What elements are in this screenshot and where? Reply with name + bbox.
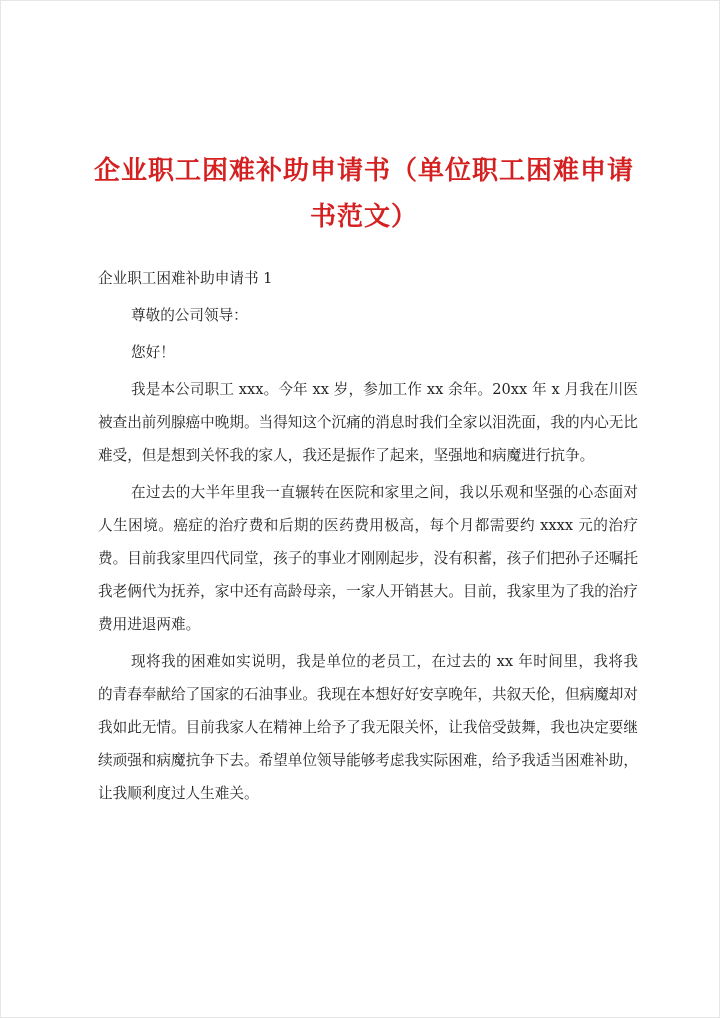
paragraph-1: 我是本公司职工 xxx。今年 xx 岁，参加工作 xx 余年。20xx 年 x 月我在川医被查出前列腺癌中晚期。当得知这个沉痛的消息时我们全家以泪洗面，我的内心无比难受，但是想到关怀我的家人，我还是振作了起来，坚强地和病魔进行抗争。 xyxy=(98,381,638,464)
paragraph-3: 现将我的困难如实说明，我是单位的老员工，在过去的 xx 年时间里，我将我的青春奉献给了国家的石油事业。我现在本想好好安享晚年，共叙天伦，但病魔却对我如此无情。目前我家人在精神上给予了我无限关怀，让我倍受鼓舞，我也决定要继续顽强和病魔抗争下去。希望单位领导能够考虑我实际困难，给予我适当困难补助，让我顺利度过人生难关。 xyxy=(98,653,638,802)
section-subtitle: 企业职工困难补助申请书 1 xyxy=(98,270,273,287)
title-line-1: 企业职工困难补助申请书（单位职工困难申请 xyxy=(93,156,634,186)
document-body xyxy=(98,262,638,810)
document-title xyxy=(90,148,638,240)
paragraph-2: 在过去的大半年里我一直辗转在医院和家里之间，我以乐观和坚强的心态面对人生困境。癌症的治疗费和后期的医药费用极高，每个月都需要约 xxxx 元的治疗费。目前我家里四代同堂，孩子的事业才刚刚起步，没有积蓄，孩子们把孙子还嘱托我老俩代为抚养，家中还有高龄母亲，一家人开销甚大。目前，我家里为了我的治疗费用进退两难。 xyxy=(98,484,638,633)
greeting: 您好！ xyxy=(131,344,175,361)
salutation: 尊敬的公司领导： xyxy=(131,307,248,324)
title-line-2: 书范文） xyxy=(309,202,418,232)
